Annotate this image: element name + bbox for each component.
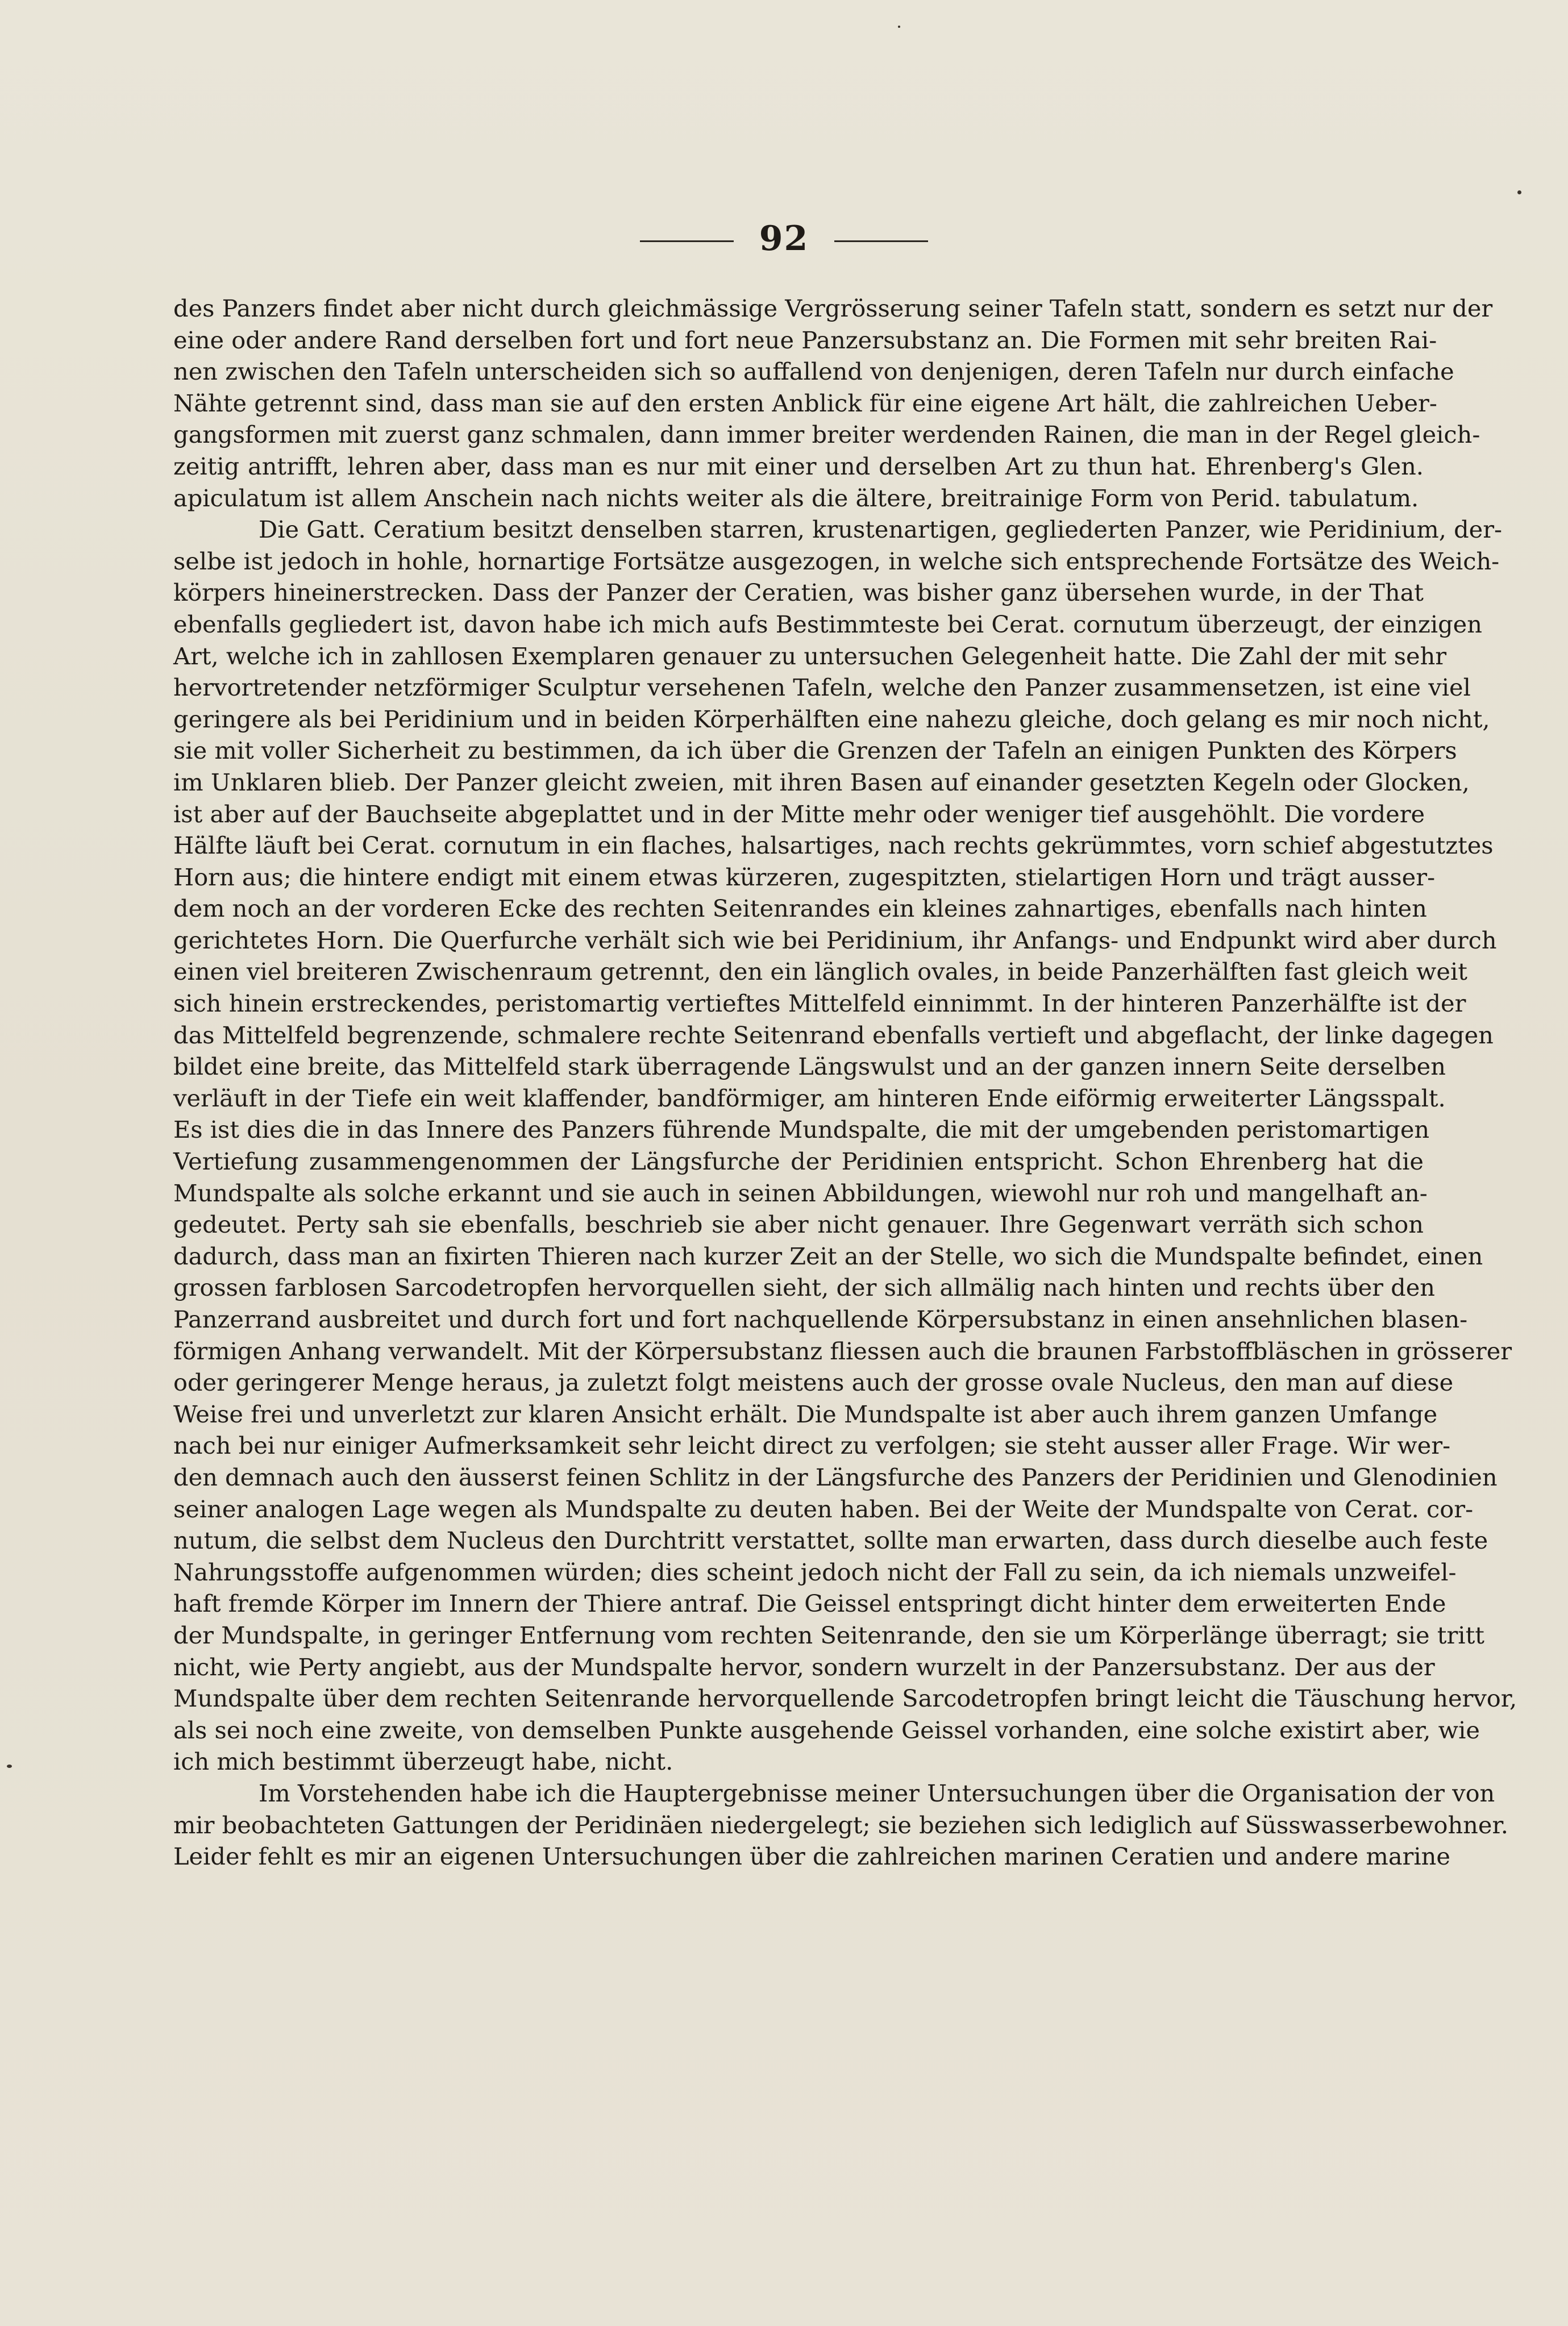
text-line: sich hinein erstreckendes, peristomartig vertieftes Mittelfeld einnimmt. In der hinteren Panzerhälfte ist der [173,989,1466,1018]
text-line: mir beobachteten Gattungen der Peridinäen niedergelegt; sie beziehen sich lediglich auf Süsswasserbewohner. [173,1811,1508,1839]
text-line: ist aber auf der Bauchseite abgeplattet und in der Mitte mehr oder weniger tief ausgehöhlt. Die vordere [173,800,1425,828]
paper-speck [1517,190,1521,194]
text-line: dadurch, dass man an fixirten Thieren nach kurzer Zeit an der Stelle, wo sich die Mundspalte befindet, einen [173,1242,1483,1270]
text-line: gerichtetes Horn. Die Querfurche verhält sich wie bei Peridinium, ihr Anfangs- und Endpunkt wird aber durch [173,926,1497,954]
text-line: hervortretender netzförmiger Sculptur versehenen Tafeln, welche den Panzer zusammensetzen, ist eine viel [173,673,1471,702]
text-line: förmigen Anhang verwandelt. Mit der Körpersubstanz fliessen auch die braunen Farbstoffbläschen in grösserer [173,1337,1512,1365]
text-line: apiculatum ist allem Anschein nach nichts weiter als die ältere, breitrainige Form von Perid. tabulatum. [173,484,1419,512]
text-line: Mundspalte als solche erkannt und sie auch in seinen Abbildungen, wiewohl nur roh und mangelhaft an- [173,1179,1428,1207]
text-line: ebenfalls gegliedert ist, davon habe ich mich aufs Bestimmteste bei Cerat. cornutum überzeugt, der einzigen [173,610,1482,638]
text-line: den demnach auch den äusserst feinen Schlitz in der Längsfurche des Panzers der Peridinien und Glenodinien [173,1463,1498,1491]
text-line: der Mundspalte, in geringer Entfernung vom rechten Seitenrande, den sie um Körperlänge überragt; sie tritt [173,1621,1484,1649]
text-line: des Panzers findet aber nicht durch gleichmässige Vergrösserung seiner Tafeln statt, sondern es setzt nur der [173,294,1493,322]
text-line: selbe ist jedoch in hohle, hornartige Fortsätze ausgezogen, in welche sich entsprechende Fortsätze des Weich- [173,547,1500,575]
paper-speck [898,26,900,28]
paragraph [173,1778,1508,1873]
page-header [0,219,1568,259]
text-line: Im Vorstehenden habe ich die Hauptergebnisse meiner Untersuchungen über die Organisation der von [259,1779,1495,1807]
text-line: gedeutet. Perty sah sie ebenfalls, beschrieb sie aber nicht genauer. Ihre Gegenwart verräth sich schon [173,1210,1424,1239]
text-line: eine oder andere Rand derselben fort und fort neue Panzersubstanz an. Die Formen mit sehr breiten Rai- [173,326,1437,354]
text-line: Die Gatt. Ceratium besitzt denselben starren, krustenartigen, gegliederten Panzer, wie Peridinium, der- [259,515,1503,544]
text-line: Nahrungsstoffe aufgenommen würden; dies scheint jedoch nicht der Fall zu sein, da ich niemals unzweifel- [173,1558,1457,1586]
text-line: bildet eine breite, das Mittelfeld stark überragende Längswulst und an der ganzen innern Seite derselben [173,1052,1446,1081]
text-line: haft fremde Körper im Innern der Thiere antraf. Die Geissel entspringt dicht hinter dem erweiterten Ende [173,1589,1446,1618]
text-line: Panzerrand ausbreitet und durch fort und fort nachquellende Körpersubstanz in einen ansehnlichen blasen- [173,1305,1468,1333]
text-line: Hälfte läuft bei Cerat. cornutum in ein flaches, halsartiges, nach rechts gekrümmtes, vorn schief abgestutztes [173,831,1494,860]
text-line: sie mit voller Sicherheit zu bestimmen, da ich über die Grenzen der Tafeln an einigen Punkten des Körpers [173,737,1457,765]
header-rule-right [834,240,928,242]
text-line: dem noch an der vorderen Ecke des rechten Seitenrandes ein kleines zahnartiges, ebenfalls nach hinten [173,894,1427,923]
text-line: Art, welche ich in zahllosen Exemplaren genauer zu untersuchen Gelegenheit hatte. Die Zahl der mit sehr [173,642,1447,670]
text-line: nach bei nur einiger Aufmerksamkeit sehr leicht direct zu verfolgen; sie steht ausser aller Frage. Wir wer- [173,1432,1451,1460]
text-line: gangsformen mit zuerst ganz schmalen, dann immer breiter werdenden Rainen, die man in der Regel gleich- [173,421,1480,449]
text-line: Leider fehlt es mir an eigenen Untersuchungen über die zahlreichen marinen Ceratien und andere marine [173,1842,1450,1871]
text-line: körpers hineinerstrecken. Dass der Panzer der Ceratien, was bisher ganz übersehen wurde, in der That [173,579,1424,607]
text-line: Vertiefung zusammengenommen der Längsfurche der Peridinien entspricht. Schon Ehrenberg hat die [173,1147,1424,1176]
text-line: grossen farblosen Sarcodetropfen hervorquellen sieht, der sich allmälig nach hinten und rechts über den [173,1274,1436,1302]
text-line: im Unklaren blieb. Der Panzer gleicht zweien, mit ihren Basen auf einander gesetzten Kegeln oder Glocken, [173,768,1470,796]
text-line: oder geringerer Menge heraus, ja zuletzt folgt meistens auch der grosse ovale Nucleus, den man auf diese [173,1368,1454,1397]
text-line: Es ist dies die in das Innere des Panzers führende Mundspalte, die mit der umgebenden peristomartigen [173,1116,1430,1144]
body-text [173,293,1517,1873]
text-line: geringere als bei Peridinium und in beiden Körperhälften eine nahezu gleiche, doch gelang es mir noch nicht, [173,705,1490,733]
text-line: Horn aus; die hintere endigt mit einem etwas kürzeren, zugespitzten, stielartigen Horn und trägt ausser- [173,863,1436,891]
text-line: nutum, die selbst dem Nucleus den Durchtritt verstattet, sollte man erwarten, dass durch dieselbe auch feste [173,1526,1488,1555]
text-line: ich mich bestimmt überzeugt habe, nicht. [173,1747,673,1776]
text-line: das Mittelfeld begrenzende, schmalere rechte Seitenrand ebenfalls vertieft und abgeflacht, der linke dagegen [173,1021,1494,1049]
page-number: 92 [759,219,809,259]
paper-speck [7,1765,12,1768]
header-rule-left [640,240,734,242]
text-line: Nähte getrennt sind, dass man sie auf den ersten Anblick für eine eigene Art hält, die zahlreichen Ueber- [173,389,1437,417]
text-line: zeitig antrifft, lehren aber, dass man es nur mit einer und derselben Art zu thun hat. Ehrenberg's Glen. [173,452,1424,480]
text-line: nen zwischen den Tafeln unterscheiden sich so auffallend von denjenigen, deren Tafeln nur durch einfache [173,357,1454,386]
text-line: seiner analogen Lage wegen als Mundspalte zu deuten haben. Bei der Weite der Mundspalte von Cerat. cor- [173,1495,1474,1523]
text-line: Mundspalte über dem rechten Seitenrande hervorquellende Sarcodetropfen bringt leicht die Täuschung hervor, [173,1684,1517,1713]
text-line: Weise frei und unverletzt zur klaren Ansicht erhält. Die Mundspalte ist aber auch ihrem ganzen Umfange [173,1400,1438,1428]
paragraph [173,293,1493,514]
text-line: als sei noch eine zweite, von demselben Punkte ausgehende Geissel vorhanden, eine solche existirt aber, wie [173,1716,1480,1744]
text-line: verläuft in der Tiefe ein weit klaffender, bandförmiger, am hinteren Ende eiförmig erweiterter Längsspalt. [173,1084,1446,1112]
text-line: einen viel breiteren Zwischenraum getrennt, den ein länglich ovales, in beide Panzerhälften fast gleich weit [173,958,1467,986]
text-line: nicht, wie Perty angiebt, aus der Mundspalte hervor, sondern wurzelt in der Panzersubstanz. Der aus der [173,1653,1435,1681]
paragraph [173,514,1517,1778]
